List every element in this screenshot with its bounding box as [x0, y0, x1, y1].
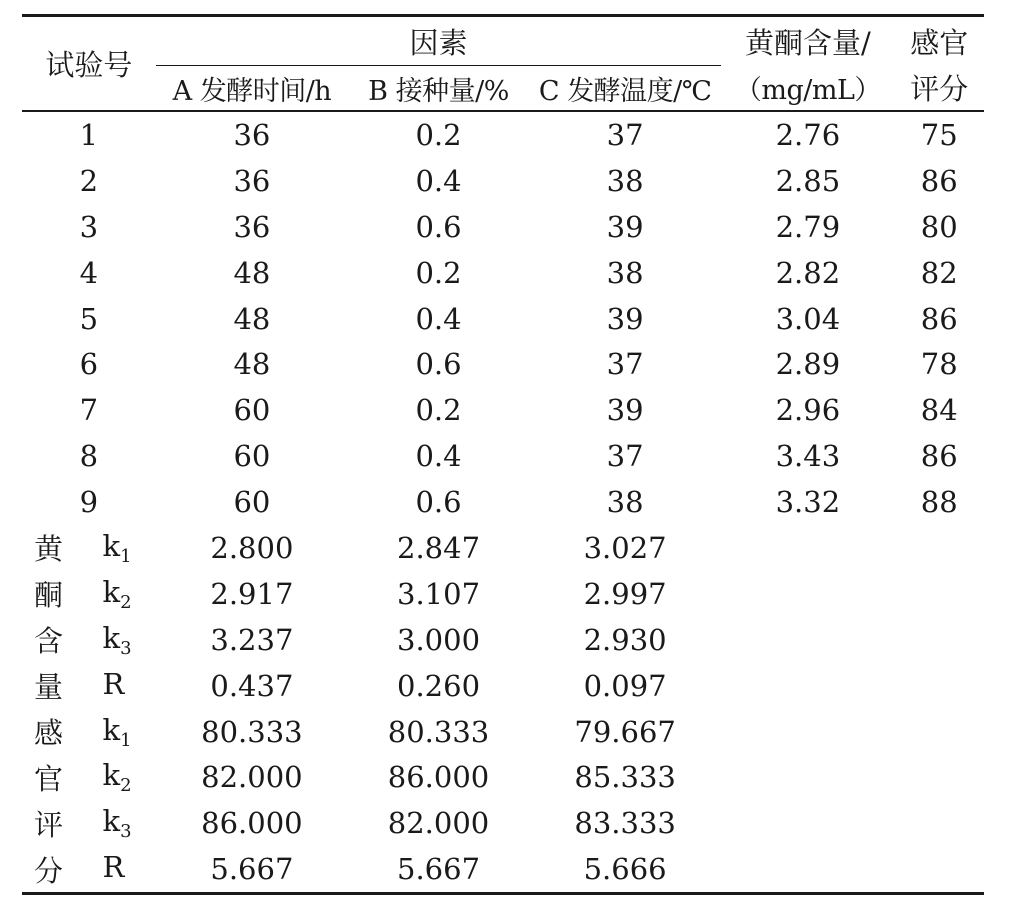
- cell-sensory: 75: [894, 111, 984, 158]
- cell-sensory: 78: [920, 347, 958, 382]
- table-row: [22, 111, 984, 158]
- cell-flavone: 2.89: [775, 347, 841, 382]
- cell-factor-c: 38: [606, 163, 644, 198]
- stat-subscript: 3: [120, 821, 132, 843]
- cell-flavone: 2.82: [775, 255, 841, 290]
- cell-factor-a: 36: [156, 111, 348, 158]
- cell-factor-a: 80.333: [201, 714, 303, 749]
- analysis-row-sensory-r: [22, 846, 984, 893]
- header-factor-c: C 发酵温度/℃: [538, 75, 712, 107]
- group-char: 黄: [34, 532, 64, 567]
- cell-trial-no: 4: [79, 255, 99, 290]
- cell-factor-b: 0.4: [415, 301, 462, 336]
- cell-flavone: 2.79: [775, 209, 841, 244]
- cell-sensory: 84: [920, 393, 958, 428]
- stat-letter: k: [102, 758, 121, 793]
- cell-factor-c: 2.997: [583, 576, 667, 611]
- cell-factor-b: 0.2: [415, 255, 462, 290]
- group-char: 评: [34, 807, 64, 842]
- orthogonal-test-table-container: [22, 14, 984, 895]
- header-sensory-line2: 评分: [910, 72, 969, 107]
- cell-factor-c: 79.667: [574, 714, 676, 749]
- empty-cell: [894, 754, 984, 800]
- group-char: 官: [34, 761, 64, 796]
- cell-trial-no: 2: [79, 163, 99, 198]
- cell-trial-no: 3: [79, 209, 99, 244]
- table-row: [22, 479, 984, 525]
- cell-factor-a: 82.000: [201, 760, 303, 795]
- table-row: [22, 387, 984, 433]
- cell-factor-b: 80.333: [387, 714, 490, 749]
- cell-factor-c: 85.333: [574, 760, 676, 795]
- cell-factor-c: 39: [606, 209, 644, 244]
- cell-factor-b: 3.107: [397, 576, 481, 611]
- cell-factor-b: 0.4: [415, 439, 462, 474]
- cell-factor-b: 0.6: [415, 209, 462, 244]
- group-char: 含: [34, 624, 64, 659]
- empty-cell: [721, 709, 894, 755]
- group-char: 感: [34, 716, 64, 751]
- stat-subscript: 3: [120, 637, 132, 659]
- cell-flavone: 2.96: [775, 393, 841, 428]
- table-header: [22, 16, 984, 112]
- empty-cell: [721, 525, 894, 571]
- header-flavone-line1: 黄酮含量/: [721, 16, 894, 66]
- stat-subscript: 2: [120, 591, 132, 613]
- stat-label: [85, 800, 156, 846]
- analysis-row-sensory-k3: [22, 800, 984, 846]
- empty-cell: [721, 846, 894, 893]
- cell-trial-no: 5: [79, 301, 99, 336]
- group-char: 分: [22, 846, 85, 893]
- cell-flavone: 2.85: [775, 163, 841, 198]
- stat-label: [85, 709, 156, 755]
- stat-letter: k: [102, 620, 121, 655]
- empty-cell: [721, 800, 894, 846]
- cell-sensory: 82: [920, 255, 958, 290]
- cell-factor-c: 5.666: [529, 846, 721, 893]
- table-row: [22, 296, 984, 342]
- stat-label: [85, 617, 156, 663]
- empty-cell: [721, 663, 894, 709]
- cell-sensory: 88: [920, 485, 958, 520]
- stat-letter: R: [102, 850, 125, 885]
- cell-factor-b: 82.000: [387, 806, 490, 841]
- cell-factor-a: 3.237: [210, 622, 294, 657]
- stat-letter: k: [102, 712, 121, 747]
- stat-letter: k: [102, 574, 121, 609]
- header-factor-a: A 发酵时间/h: [172, 75, 332, 107]
- stat-letter: R: [102, 666, 125, 701]
- header-flavone-line2: （mg/mL）: [734, 75, 881, 107]
- cell-factor-a: 2.800: [210, 530, 294, 565]
- cell-factor-a: 2.917: [210, 576, 294, 611]
- cell-trial-no: 1: [22, 111, 156, 158]
- group-char: 酮: [34, 578, 64, 613]
- cell-factor-a: 60: [233, 393, 271, 428]
- cell-factor-c: 39: [606, 393, 644, 428]
- empty-cell: [721, 617, 894, 663]
- empty-cell: [721, 571, 894, 617]
- cell-factor-a: 60: [233, 439, 271, 474]
- table-row: [22, 250, 984, 296]
- stat-label: [85, 663, 156, 709]
- cell-factor-c: 38: [606, 255, 644, 290]
- header-factor-b: B 接种量/%: [368, 75, 509, 107]
- cell-factor-c: 38: [606, 485, 644, 520]
- table-row: [22, 341, 984, 387]
- cell-factor-b: 3.000: [397, 622, 481, 657]
- cell-factor-a: 36: [233, 209, 271, 244]
- cell-factor-a: 48: [233, 301, 271, 336]
- table-row: [22, 204, 984, 250]
- stat-label: [85, 571, 156, 617]
- cell-factor-a: 0.437: [210, 668, 294, 703]
- cell-factor-c: 39: [606, 301, 644, 336]
- cell-factor-b: 0.6: [415, 485, 462, 520]
- cell-sensory: 86: [920, 439, 958, 474]
- stat-label: [85, 525, 156, 571]
- cell-factor-b: 5.667: [348, 846, 529, 893]
- empty-cell: [894, 709, 984, 755]
- cell-sensory: 86: [920, 301, 958, 336]
- cell-factor-c: 37: [529, 111, 721, 158]
- header-trial-no: 试验号: [22, 16, 156, 112]
- stat-subscript: 1: [120, 729, 132, 751]
- stat-letter: k: [102, 528, 121, 563]
- cell-factor-a: 5.667: [156, 846, 348, 893]
- table-body: [22, 111, 984, 894]
- empty-cell: [721, 754, 894, 800]
- cell-factor-c: 0.097: [583, 668, 667, 703]
- analysis-row-sensory-k1: [22, 709, 984, 755]
- cell-factor-a: 86.000: [201, 806, 303, 841]
- cell-factor-b: 0.2: [415, 393, 462, 428]
- stat-letter: k: [102, 804, 121, 839]
- cell-factor-b: 86.000: [387, 760, 490, 795]
- cell-flavone: 3.32: [775, 485, 841, 520]
- analysis-row-sensory-k2: [22, 754, 984, 800]
- analysis-row-flavone-r: [22, 663, 984, 709]
- cell-factor-c: 37: [606, 347, 644, 382]
- cell-factor-a: 36: [233, 163, 271, 198]
- orthogonal-test-table: [22, 14, 984, 895]
- cell-factor-a: 48: [233, 347, 271, 382]
- cell-factor-a: 48: [233, 255, 271, 290]
- empty-cell: [894, 617, 984, 663]
- stat-label: [85, 846, 156, 893]
- cell-sensory: 80: [920, 209, 958, 244]
- cell-sensory: 86: [920, 163, 958, 198]
- table-row: [22, 158, 984, 204]
- cell-factor-b: 0.4: [415, 163, 462, 198]
- cell-factor-c: 37: [606, 439, 644, 474]
- empty-cell: [894, 846, 984, 893]
- cell-trial-no: 8: [79, 439, 99, 474]
- stat-subscript: 1: [120, 545, 132, 567]
- group-char: 量: [34, 670, 64, 705]
- cell-factor-b: 0.2: [348, 111, 529, 158]
- analysis-row-flavone-k2: [22, 571, 984, 617]
- cell-factor-c: 3.027: [583, 530, 667, 565]
- cell-trial-no: 6: [79, 347, 99, 382]
- analysis-row-flavone-k1: [22, 525, 984, 571]
- analysis-row-flavone-k3: [22, 617, 984, 663]
- cell-flavone: 3.04: [775, 301, 841, 336]
- cell-flavone: 2.76: [721, 111, 894, 158]
- empty-cell: [894, 571, 984, 617]
- stat-subscript: 2: [120, 775, 132, 797]
- cell-factor-c: 83.333: [574, 806, 676, 841]
- stat-label: [85, 754, 156, 800]
- cell-trial-no: 7: [79, 393, 99, 428]
- header-factors: 因素: [156, 16, 722, 66]
- empty-cell: [894, 800, 984, 846]
- cell-factor-b: 0.260: [397, 668, 481, 703]
- cell-trial-no: 9: [79, 485, 99, 520]
- cell-factor-b: 0.6: [415, 347, 462, 382]
- cell-factor-c: 2.930: [583, 622, 667, 657]
- cell-factor-a: 60: [233, 485, 271, 520]
- cell-flavone: 3.43: [775, 439, 841, 474]
- table-row: [22, 433, 984, 479]
- cell-factor-b: 2.847: [397, 530, 481, 565]
- empty-cell: [894, 663, 984, 709]
- empty-cell: [894, 525, 984, 571]
- header-sensory-line1: 感官: [894, 16, 984, 66]
